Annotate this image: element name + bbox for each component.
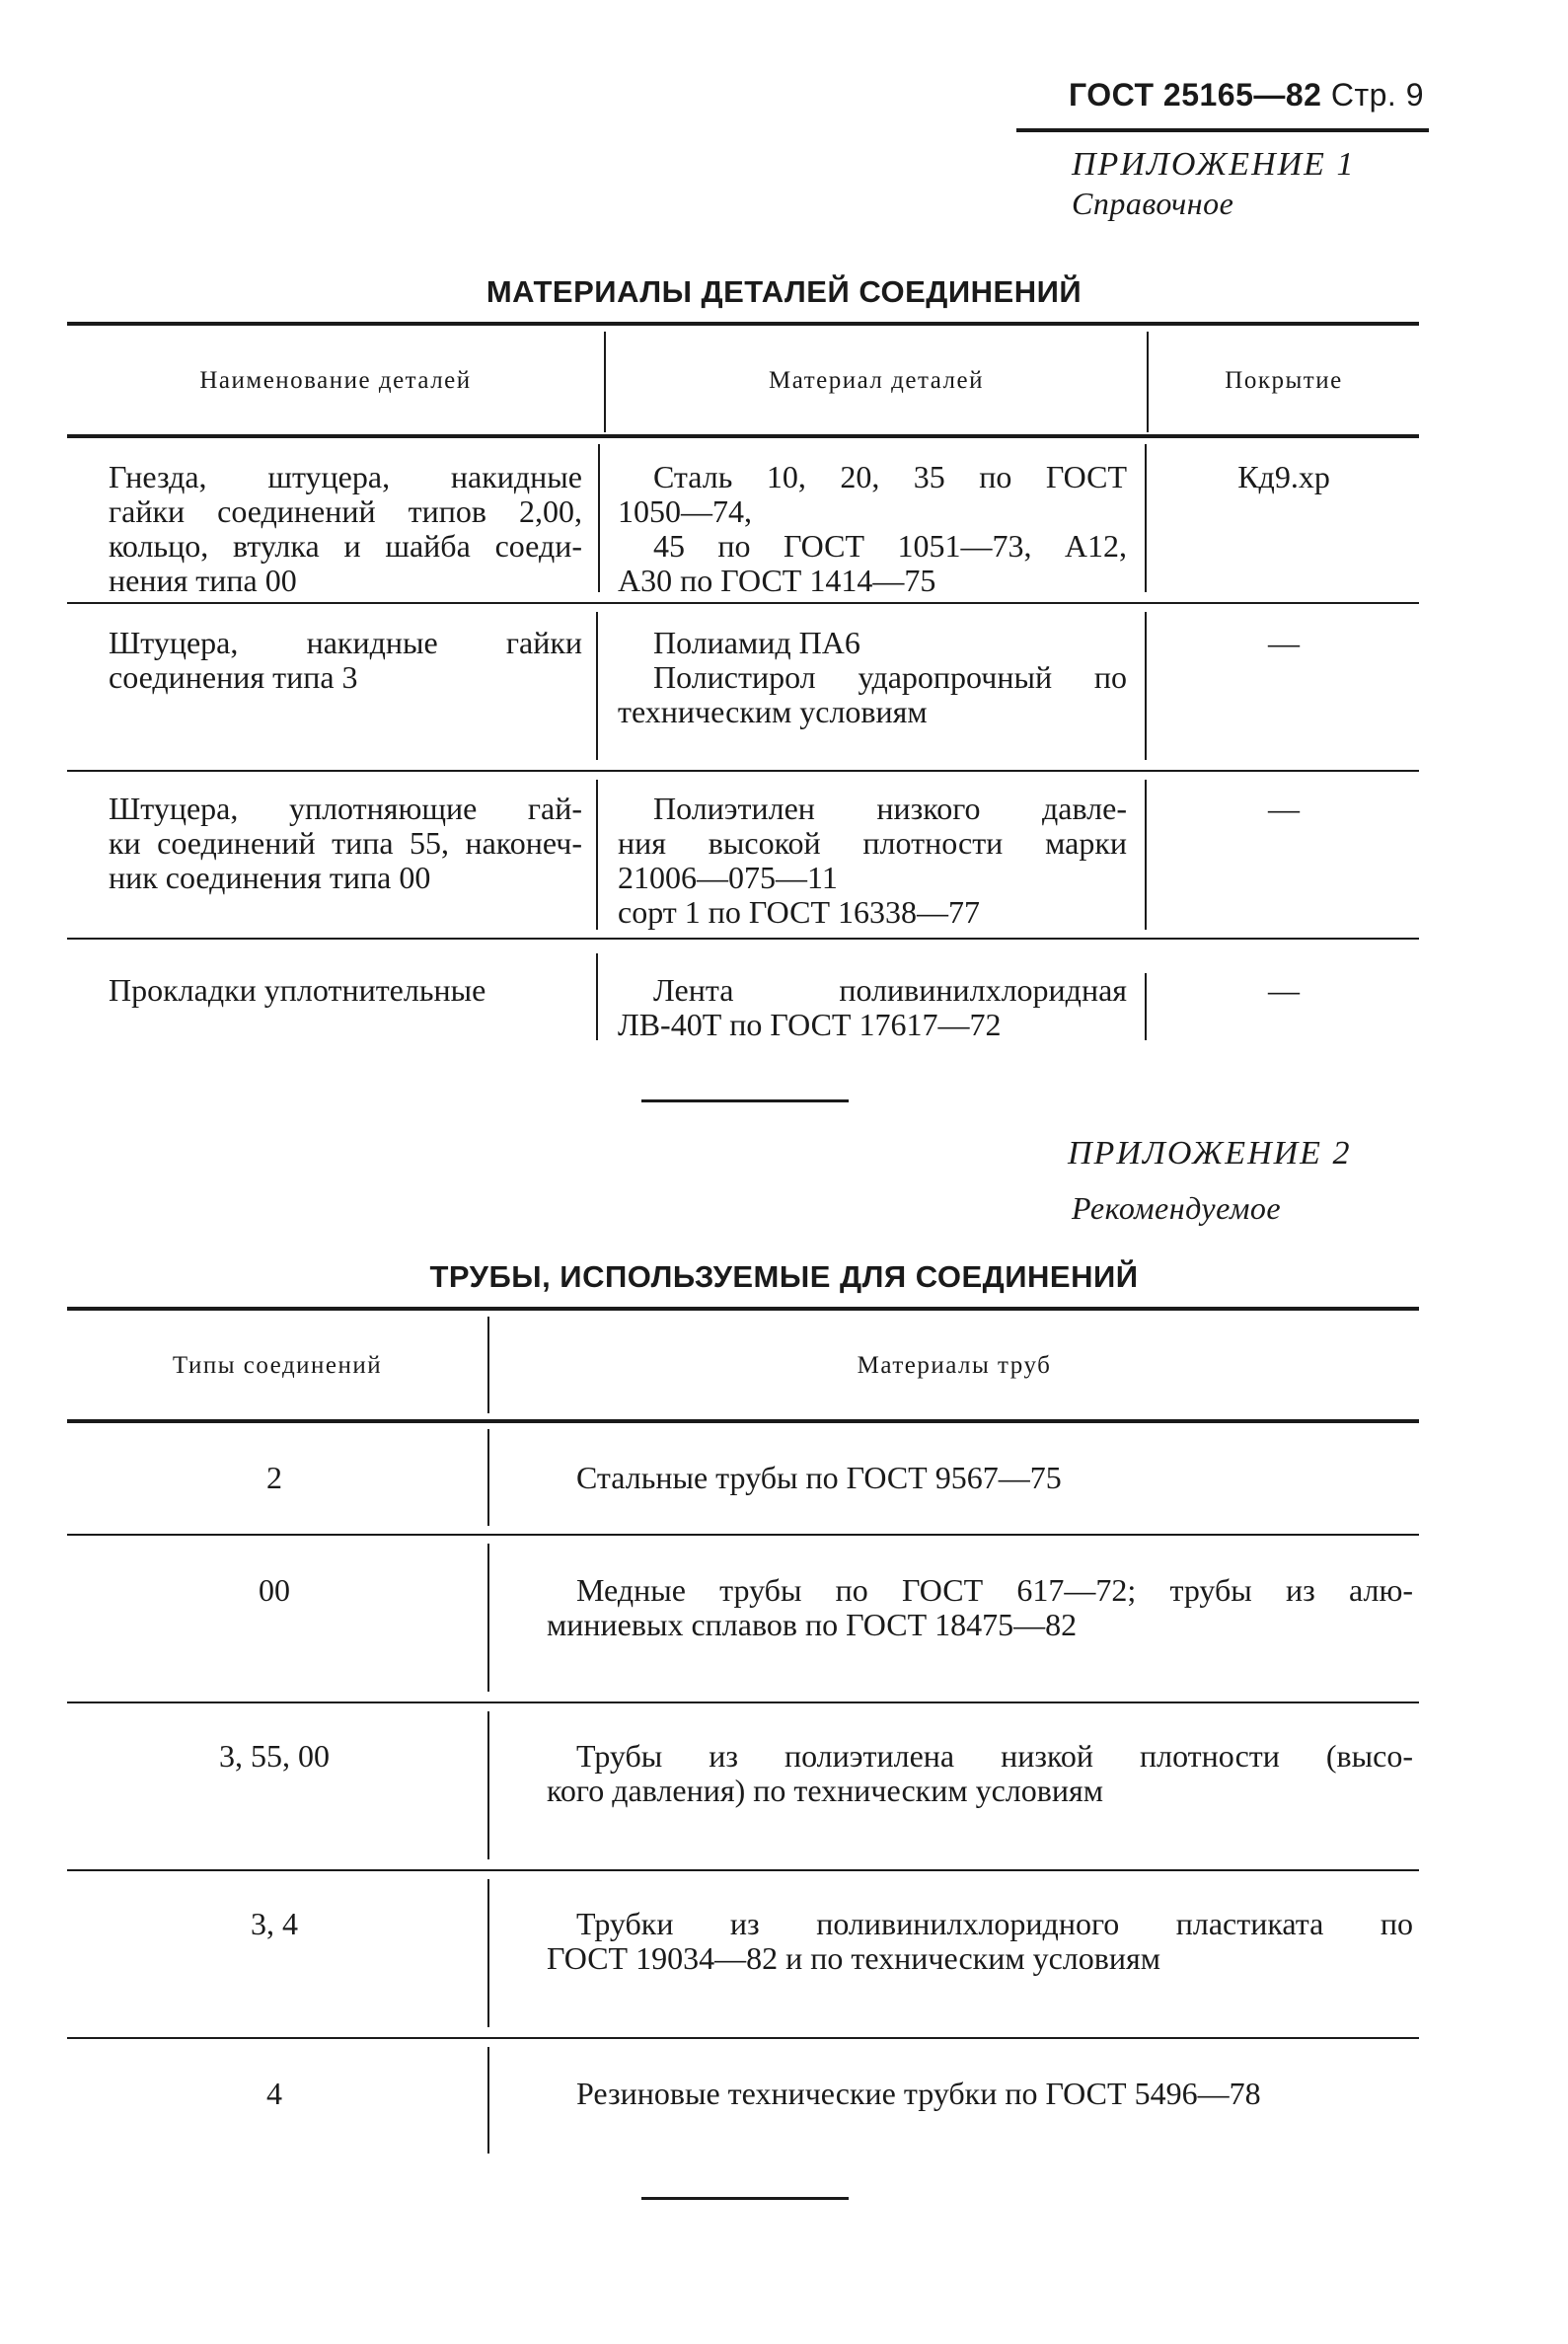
table1-row4-material: Лента поливинилхлоридная ЛВ-40Т по ГОСТ 17617—72 bbox=[618, 972, 1127, 1042]
table1-row1-part: Гнезда, штуцера, накидные гайки соединений типов 2,00, кольцо, втулка и шайба соеди- нения типа 00 bbox=[109, 459, 582, 598]
table2-row5-type: 4 bbox=[266, 2076, 282, 2111]
table2-row1-type: 2 bbox=[266, 1460, 282, 1495]
appendix-2-label: ПРИЛОЖЕНИЕ 2 bbox=[1068, 1135, 1352, 1172]
gost-number: ГОСТ 25165—82 bbox=[1069, 77, 1322, 113]
table2-row-rule-4 bbox=[67, 2037, 1419, 2039]
table2-row1-material: Стальные трубы по ГОСТ 9567—75 bbox=[576, 1460, 1062, 1495]
table1-col-material: Материал деталей bbox=[769, 367, 984, 394]
table2-row5-divider bbox=[487, 2047, 489, 2154]
appendix-2-kind: Рекомендуемое bbox=[1072, 1190, 1282, 1226]
table1-row4-divider-2 bbox=[1145, 973, 1147, 1040]
table2-row2-divider bbox=[487, 1544, 489, 1692]
table1-row1-divider-1 bbox=[598, 444, 600, 592]
table2-row5-material: Резиновые технические трубки по ГОСТ 5496—78 bbox=[576, 2076, 1261, 2111]
table1-row4-divider-1 bbox=[596, 953, 598, 1040]
table2-row1-divider bbox=[487, 1429, 489, 1526]
table2-col-type: Типы соединений bbox=[172, 1352, 383, 1379]
table1-header-rule bbox=[67, 434, 1419, 438]
table2-row2-material: Медные трубы по ГОСТ 617—72; трубы из алю- миниевых сплавов по ГОСТ 18475—82 bbox=[547, 1572, 1413, 1642]
table1-row4-coating: — bbox=[1268, 972, 1300, 1008]
table2-row4-material: Трубки из поливинилхлоридного пластиката по ГОСТ 19034—82 и по техническим условиям bbox=[547, 1906, 1413, 1976]
page-header bbox=[1069, 77, 1424, 113]
table2-col-material: Материалы труб bbox=[857, 1352, 1052, 1379]
table2-header-rule bbox=[67, 1419, 1419, 1423]
table1-row2-divider-1 bbox=[596, 612, 598, 760]
appendix-1-title: МАТЕРИАЛЫ ДЕТАЛЕЙ СОЕДИНЕНИЙ bbox=[485, 274, 1083, 309]
table1-row1-coating: Кд9.хр bbox=[1237, 459, 1330, 494]
table2-top-rule bbox=[67, 1307, 1419, 1311]
table1-row3-divider-1 bbox=[596, 780, 598, 930]
appendix-2-title: ТРУБЫ, ИСПОЛЬЗУЕМЫЕ ДЛЯ СОЕДИНЕНИЙ bbox=[429, 1259, 1139, 1294]
page-number: Стр. 9 bbox=[1330, 77, 1424, 113]
appendix-1-label: ПРИЛОЖЕНИЕ 1 bbox=[1072, 146, 1356, 183]
table2-row3-type: 3, 55, 00 bbox=[219, 1738, 330, 1774]
table1-row2-part: Штуцера, накидные гайки соединения типа 3 bbox=[109, 625, 582, 695]
table1-row1-divider-2 bbox=[1145, 444, 1147, 592]
table1-row4-part: Прокладки уплотнительные bbox=[109, 972, 486, 1008]
table1-col-part: Наименование деталей bbox=[199, 367, 472, 394]
table2-row4-divider bbox=[487, 1879, 489, 2027]
section-separator-2 bbox=[641, 2197, 849, 2200]
table1-row3-coating: — bbox=[1268, 791, 1300, 826]
table1-row1-material: Сталь 10, 20, 35 по ГОСТ 1050—74, 45 по ГОСТ 1051—73, А12, А30 по ГОСТ 1414—75 bbox=[618, 459, 1127, 598]
table1-row-rule-3 bbox=[67, 938, 1419, 940]
table2-row3-material: Трубы из полиэтилена низкой плотности (высо- кого давления) по техническим условиям bbox=[547, 1738, 1413, 1808]
table2-row-rule-1 bbox=[67, 1534, 1419, 1536]
table1-row2-divider-2 bbox=[1145, 612, 1147, 760]
table2-row-rule-3 bbox=[67, 1869, 1419, 1871]
table1-col-coating: Покрытие bbox=[1225, 367, 1343, 394]
table2-row-rule-2 bbox=[67, 1701, 1419, 1703]
table1-row3-divider-2 bbox=[1145, 780, 1147, 930]
appendix-1-kind: Справочное bbox=[1072, 186, 1234, 221]
table1-row-rule-1 bbox=[67, 602, 1419, 604]
table2-row3-divider bbox=[487, 1711, 489, 1859]
section-separator-1 bbox=[641, 1099, 849, 1102]
table2-row4-type: 3, 4 bbox=[251, 1906, 298, 1941]
header-rule bbox=[1016, 128, 1429, 132]
table1-row2-material: Полиамид ПА6 Полистирол ударопрочный по техническим условиям bbox=[618, 625, 1127, 729]
table1-row2-coating: — bbox=[1268, 625, 1300, 660]
table1-top-rule bbox=[67, 322, 1419, 326]
table1-row3-part: Штуцера, уплотняющие гай- ки соединений типа 55, наконеч- ник соединения типа 00 bbox=[109, 791, 582, 895]
table2-row2-type: 00 bbox=[259, 1572, 290, 1608]
table1-row-rule-2 bbox=[67, 770, 1419, 772]
table1-row3-material: Полиэтилен низкого давле- ния высокой плотности марки 21006—075—11 сорт 1 по ГОСТ 16338—77 bbox=[618, 791, 1127, 930]
